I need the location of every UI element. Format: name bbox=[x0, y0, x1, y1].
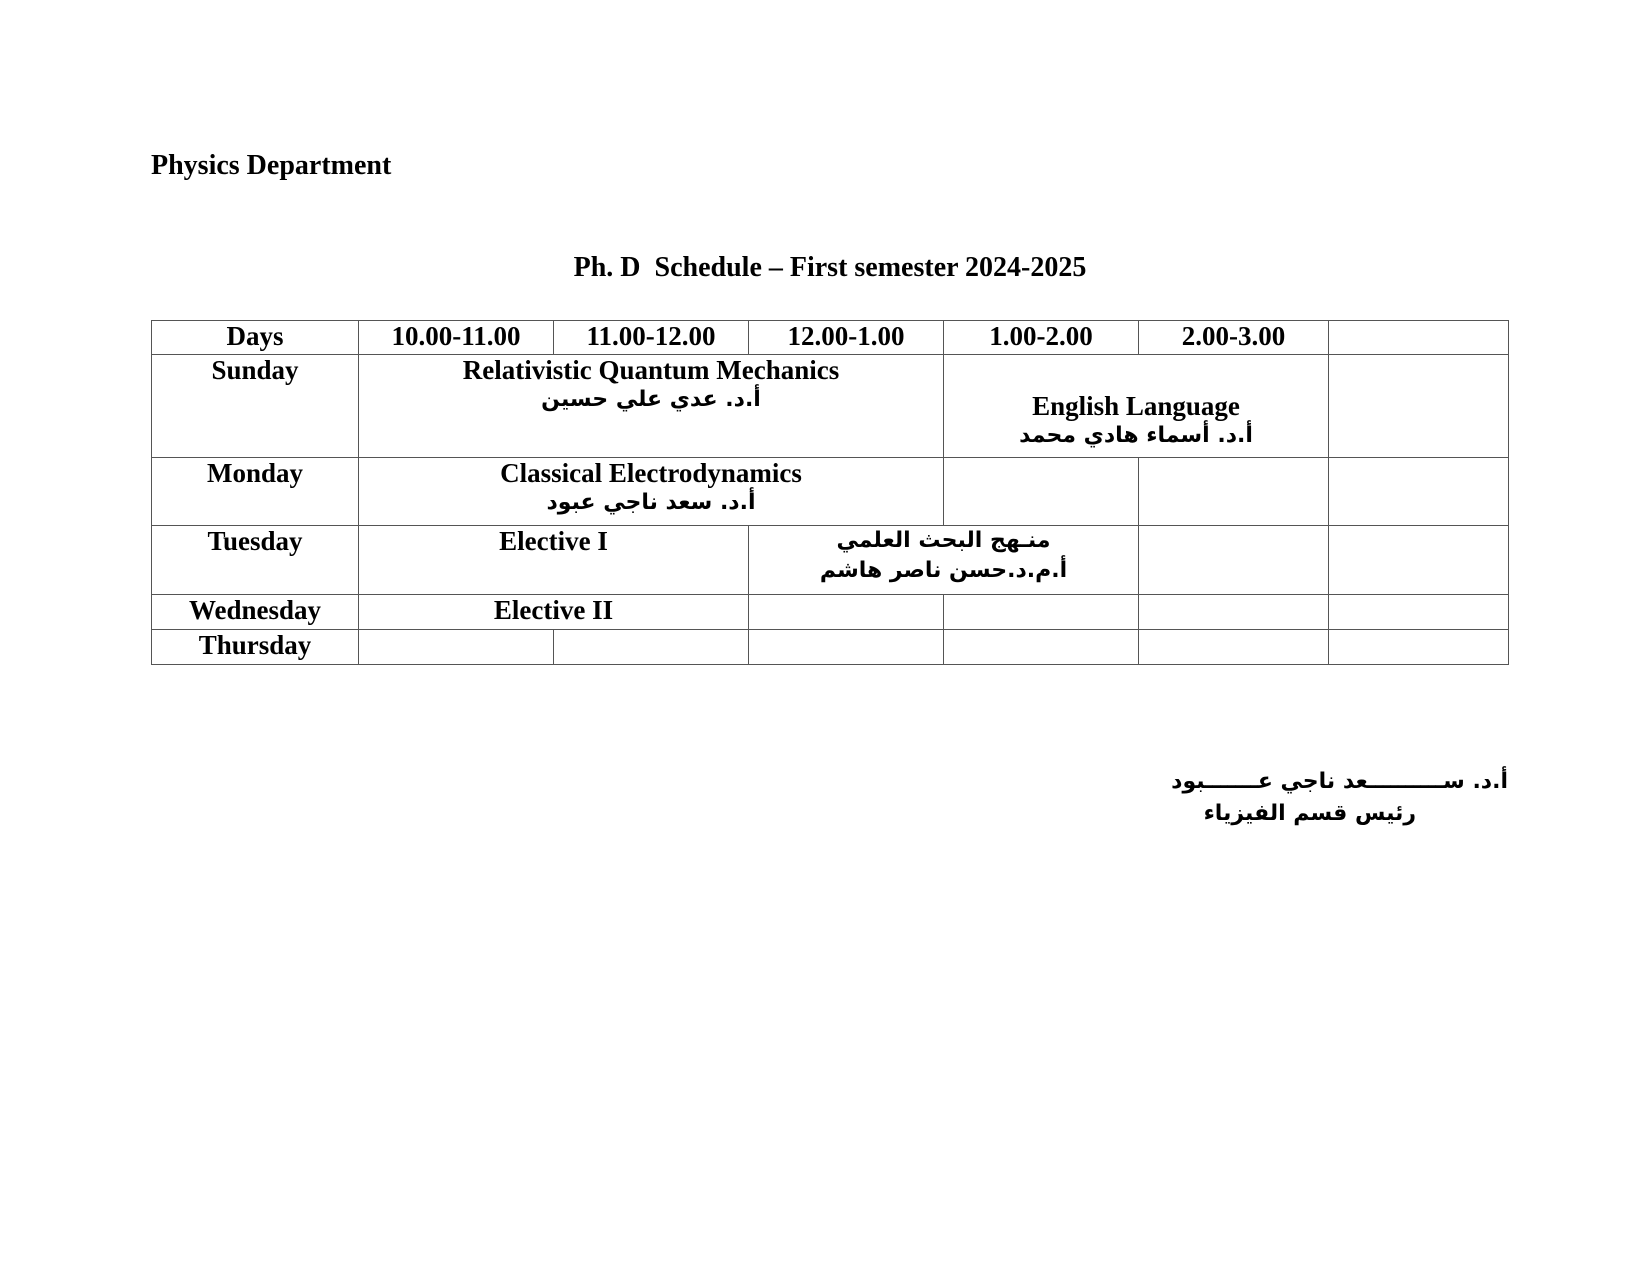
day-cell-sunday: Sunday bbox=[152, 355, 359, 458]
header-cell: 10.00-11.00 bbox=[359, 321, 554, 355]
empty-cell bbox=[944, 630, 1139, 665]
course-title: English Language bbox=[1032, 391, 1240, 421]
course-cell bbox=[749, 526, 1139, 595]
day-cell-thursday: Thursday bbox=[152, 630, 359, 665]
empty-cell bbox=[749, 630, 944, 665]
header-cell: 1.00-2.00 bbox=[944, 321, 1139, 355]
header-cell: 11.00-12.00 bbox=[554, 321, 749, 355]
empty-cell bbox=[944, 458, 1139, 526]
table-row bbox=[152, 630, 1509, 665]
header-cell bbox=[1329, 321, 1509, 355]
instructor-name: أ.د. سعد ناجي عبود bbox=[546, 490, 756, 515]
header-cell: 12.00-1.00 bbox=[749, 321, 944, 355]
empty-cell bbox=[1329, 355, 1509, 458]
table-row bbox=[152, 458, 1509, 526]
course-title: Elective I bbox=[499, 526, 608, 556]
course-cell bbox=[944, 355, 1329, 458]
table-row bbox=[152, 526, 1509, 595]
signature-role: رئيس قسم الفيزياء bbox=[1203, 801, 1416, 826]
empty-cell bbox=[1329, 595, 1509, 630]
empty-cell bbox=[1139, 595, 1329, 630]
course-cell bbox=[359, 458, 944, 526]
table-row bbox=[152, 595, 1509, 630]
header-cell: Days bbox=[152, 321, 359, 355]
course-cell bbox=[359, 595, 749, 630]
instructor-name: أ.د. أسماء هادي محمد bbox=[1019, 423, 1253, 448]
department-heading: Physics Department bbox=[151, 150, 392, 181]
empty-cell bbox=[1329, 458, 1509, 526]
signature-name: أ.د. ســــــــــعد ناجي عـــــــبود bbox=[1171, 769, 1508, 794]
instructor-name: أ.د. عدي علي حسين bbox=[541, 387, 761, 412]
course-title: Relativistic Quantum Mechanics bbox=[462, 355, 840, 385]
day-cell-tuesday: Tuesday bbox=[152, 526, 359, 595]
empty-cell bbox=[1139, 458, 1329, 526]
empty-cell bbox=[1329, 526, 1509, 595]
empty-cell bbox=[749, 595, 944, 630]
table-row bbox=[152, 355, 1509, 458]
empty-cell bbox=[1139, 526, 1329, 595]
empty-cell bbox=[944, 595, 1139, 630]
empty-cell bbox=[1139, 630, 1329, 665]
schedule-table bbox=[151, 320, 1509, 665]
course-cell bbox=[359, 526, 749, 595]
course-title: منـهج البحث العلمي bbox=[836, 528, 1051, 553]
instructor-name: أ.م.د.حسن ناصر هاشم bbox=[819, 558, 1068, 583]
signature-block bbox=[1100, 765, 1508, 829]
course-cell bbox=[359, 355, 944, 458]
day-cell-monday: Monday bbox=[152, 458, 359, 526]
header-cell: 2.00-3.00 bbox=[1139, 321, 1329, 355]
schedule-title: Ph. D Schedule – First semester 2024-2025 bbox=[573, 252, 1087, 283]
empty-cell bbox=[359, 630, 554, 665]
empty-cell bbox=[1329, 630, 1509, 665]
course-title: Elective II bbox=[493, 595, 614, 625]
header-row bbox=[152, 321, 1509, 355]
course-title: Classical Electrodynamics bbox=[500, 458, 802, 488]
empty-cell bbox=[554, 630, 749, 665]
day-cell-wednesday: Wednesday bbox=[152, 595, 359, 630]
